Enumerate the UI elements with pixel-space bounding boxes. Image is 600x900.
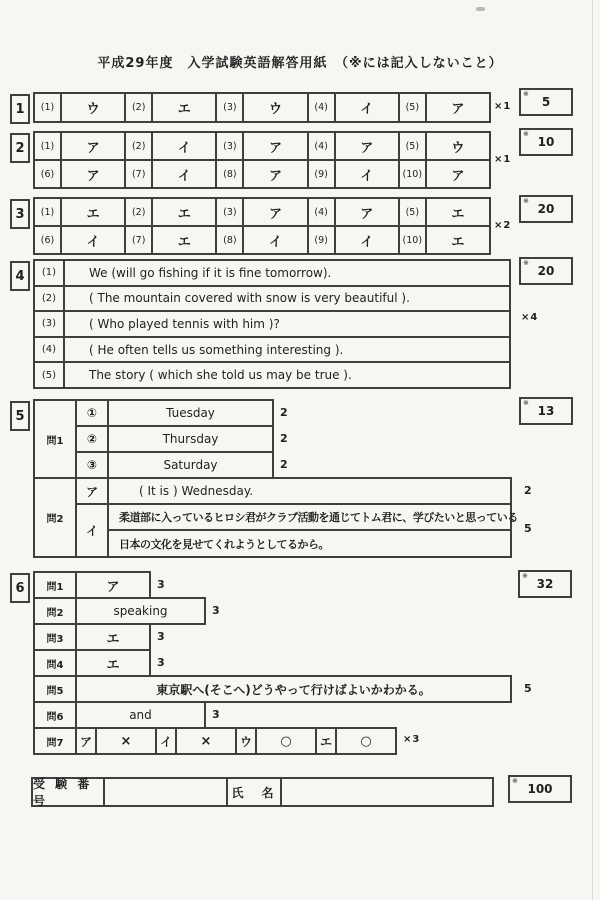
score-note-mark: ※: [522, 572, 528, 580]
answer-value: speaking: [75, 597, 206, 625]
answer-value: ×: [95, 727, 157, 755]
answer-value: ア: [62, 161, 126, 187]
answer-value: エ: [153, 227, 217, 253]
table-row: [35, 310, 509, 336]
answer-line: 柔道部に入っているヒロシ君がクラブ活動を通じてトム君に、学びたいと思っている: [107, 503, 512, 531]
answer-value: ウ: [62, 94, 126, 121]
points-label: 3: [157, 578, 165, 591]
points-label: 2: [524, 484, 532, 497]
answer-value: Thursday: [107, 425, 274, 453]
section5-number: 5: [10, 401, 30, 431]
answer-no: (8): [217, 161, 244, 187]
answer-no: (4): [309, 199, 336, 225]
answer-value: ×: [175, 727, 237, 755]
question-label: 問3: [33, 623, 77, 651]
answer-mark: イ: [75, 503, 109, 558]
section5-score: 13: [537, 404, 555, 418]
answer-no: (9): [309, 161, 336, 187]
exam-number-label: 受 験 番 号: [33, 779, 105, 805]
answer-value: Tuesday: [107, 399, 274, 427]
score-note-mark: ※: [523, 90, 529, 98]
section5-q2-label: 問2: [33, 477, 77, 558]
points-label: 3: [157, 630, 165, 643]
answer-no: (2): [126, 94, 153, 121]
answer-value: イ: [336, 161, 400, 187]
answer-no: (1): [35, 199, 62, 225]
section5-q1-label: 問1: [33, 399, 77, 479]
section1-multiplier: ×1: [494, 101, 512, 112]
answer-value: ウ: [451, 140, 465, 156]
answer-no: (3): [35, 312, 65, 336]
answer-mark: ウ: [235, 727, 257, 755]
answer-mark: ア: [75, 477, 109, 505]
scan-artifact: [476, 7, 485, 11]
exam-number-field[interactable]: [105, 779, 228, 805]
answer-value: イ: [62, 227, 126, 253]
total-score-box: [508, 775, 572, 803]
section6-score-box: [518, 570, 572, 598]
answer-no: (5): [400, 94, 427, 121]
answer-no: (3): [217, 199, 244, 225]
answer-mark: ③: [75, 451, 109, 479]
answer-no: (4): [309, 94, 336, 121]
points-label: 2: [280, 406, 288, 419]
answer-sentence: ( The mountain covered with snow is very beautiful ).: [89, 291, 410, 306]
answer-no: (7): [126, 161, 153, 187]
section1-number: 1: [10, 94, 30, 124]
answer-value: ア: [244, 133, 308, 159]
section6-q7-multiplier: ×3: [403, 734, 421, 745]
section4-multiplier: ×4: [521, 312, 539, 323]
section1-answer-table: [33, 92, 491, 123]
answer-line: 日本の文化を見せてくれようとしてるから。: [107, 529, 512, 558]
sheet-title: 平成29年度 入学試験英語解答用紙 （※には記入しないこと）: [97, 56, 503, 71]
section6-score: 32: [536, 577, 554, 591]
score-note-mark: ※: [523, 130, 529, 138]
section3-score: 20: [537, 202, 555, 216]
answer-value: 東京駅へ(そこへ)どうやって行けばよいかわかる。: [75, 675, 512, 703]
score-note-mark: ※: [523, 399, 529, 407]
scan-page-edge: [592, 0, 593, 900]
answer-no: (1): [35, 94, 62, 121]
footer-table: [31, 777, 494, 807]
answer-no: (1): [35, 261, 65, 285]
answer-no: (5): [400, 133, 427, 159]
section5-score-box: [519, 397, 573, 425]
table-row: [35, 225, 489, 253]
table-row: [35, 94, 489, 121]
answer-no: (5): [35, 363, 65, 387]
answer-mark: エ: [315, 727, 337, 755]
answer-value: ( It is ) Wednesday.: [107, 477, 512, 505]
answer-no: (6): [35, 227, 62, 253]
answer-no: (2): [126, 199, 153, 225]
answer-value: ア: [451, 168, 465, 184]
answer-value: Saturday: [107, 451, 274, 479]
section4-score: 20: [537, 264, 555, 278]
answer-value: ○: [255, 727, 317, 755]
answer-mark: ア: [75, 727, 97, 755]
section3-score-box: [519, 195, 573, 223]
answer-no: (5): [400, 199, 427, 225]
answer-no: (2): [35, 287, 65, 311]
name-field[interactable]: [282, 779, 492, 805]
section1-score-box: [519, 88, 573, 116]
name-label: 氏 名: [228, 779, 282, 805]
answer-mark: ②: [75, 425, 109, 453]
section4-number: 4: [10, 261, 30, 291]
question-label: 問1: [33, 571, 77, 599]
answer-mark: イ: [155, 727, 177, 755]
answer-value: ア: [244, 161, 308, 187]
table-row: [35, 361, 509, 387]
section2-multiplier: ×1: [494, 154, 512, 165]
answer-no: (6): [35, 161, 62, 187]
table-row: [35, 159, 489, 187]
answer-no: (7): [126, 227, 153, 253]
section3-multiplier: ×2: [494, 220, 512, 231]
section3-number: 3: [10, 199, 30, 229]
question-label: 問6: [33, 701, 77, 729]
question-label: 問4: [33, 649, 77, 677]
answer-no: (4): [35, 338, 65, 362]
answer-value: エ: [451, 234, 465, 250]
answer-value: イ: [336, 94, 400, 121]
answer-sentence: ( Who played tennis with him )?: [89, 316, 280, 331]
points-label: 5: [524, 522, 532, 535]
table-row: [35, 133, 489, 159]
section2-answer-table: [33, 131, 491, 189]
section1-score: 5: [541, 95, 551, 109]
score-note-mark: ※: [523, 197, 529, 205]
table-row: [35, 199, 489, 225]
answer-value: ア: [75, 571, 151, 599]
answer-no: (10): [400, 227, 427, 253]
table-row: [35, 285, 509, 311]
score-note-mark: ※: [523, 259, 529, 267]
answer-value: ○: [335, 727, 397, 755]
answer-no: (3): [217, 94, 244, 121]
points-label: 2: [280, 432, 288, 445]
answer-mark: ①: [75, 399, 109, 427]
points-label: 2: [280, 458, 288, 471]
answer-value: ア: [451, 102, 465, 117]
answer-value: エ: [62, 199, 126, 225]
answer-sentence: The story ( which she told us may be true ).: [89, 368, 352, 383]
answer-value: エ: [153, 199, 217, 225]
section4-score-box: [519, 257, 573, 285]
answer-no: (1): [35, 133, 62, 159]
total-score: 100: [527, 782, 553, 796]
answer-no: (8): [217, 227, 244, 253]
answer-value: イ: [153, 161, 217, 187]
points-label: 3: [212, 604, 220, 617]
section2-number: 2: [10, 133, 30, 163]
answer-value: ウ: [244, 94, 308, 121]
answer-no: (2): [126, 133, 153, 159]
score-note-mark: ※: [512, 777, 518, 785]
answer-value: エ: [153, 94, 217, 121]
answer-sentence: We (will go fishing if it is fine tomorrow).: [89, 265, 332, 280]
answer-value: エ: [75, 623, 151, 651]
answer-value: ア: [62, 133, 126, 159]
answer-value: ア: [244, 199, 308, 225]
points-label: 3: [212, 708, 220, 721]
answer-value: ア: [336, 133, 400, 159]
section3-answer-table: [33, 197, 491, 255]
answer-value: ア: [336, 199, 400, 225]
answer-no: (4): [309, 133, 336, 159]
answer-no: (9): [309, 227, 336, 253]
table-row: [35, 336, 509, 362]
answer-value: and: [75, 701, 206, 729]
section2-score: 10: [537, 135, 555, 149]
answer-value: イ: [336, 227, 400, 253]
question-label: 問2: [33, 597, 77, 625]
answer-value: イ: [244, 227, 308, 253]
answer-value: イ: [153, 133, 217, 159]
question-label: 問5: [33, 675, 77, 703]
answer-no: (3): [217, 133, 244, 159]
points-label: 3: [157, 656, 165, 669]
section2-score-box: [519, 128, 573, 156]
answer-sentence: ( He often tells us something interesting ).: [89, 342, 344, 357]
section4-answer-table: [33, 259, 511, 389]
points-label: 5: [524, 682, 532, 695]
answer-no: (10): [400, 161, 427, 187]
answer-value: エ: [451, 206, 465, 222]
section6-q7-label: 問7: [33, 727, 77, 755]
section6-number: 6: [10, 573, 30, 603]
table-row: [35, 261, 509, 285]
answer-value: エ: [75, 649, 151, 677]
